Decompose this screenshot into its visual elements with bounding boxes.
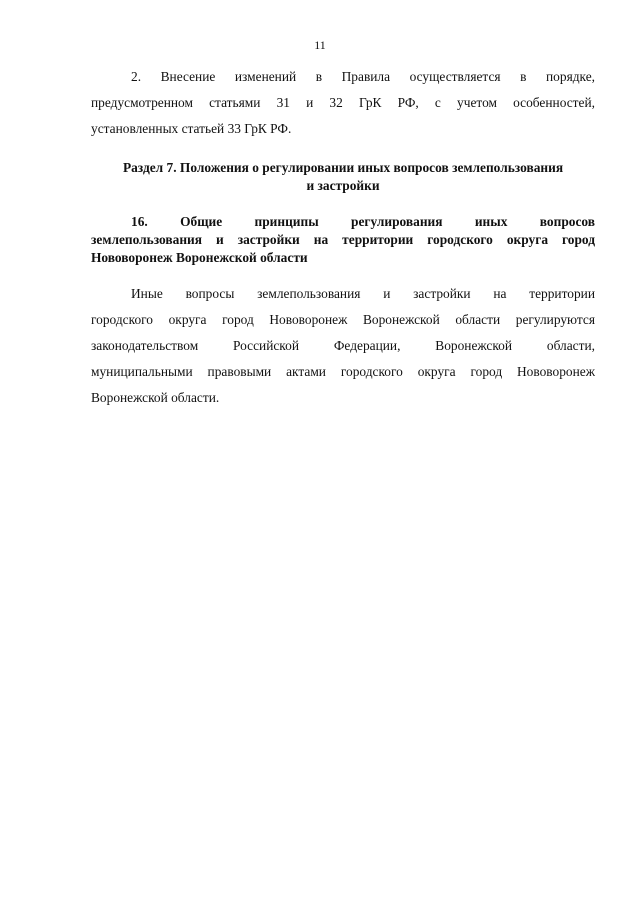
paragraph-line: установленных статьей 33 ГрК РФ. — [91, 121, 292, 136]
paragraph-line: Иные вопросы землепользования и застройки на территории — [131, 286, 595, 301]
paragraph-line: городского округа город Нововоронеж Воронежской области регулируются — [91, 312, 595, 327]
page-number: 11 — [314, 38, 326, 52]
article-heading-line: Нововоронеж Воронежской области — [91, 250, 308, 265]
article-heading — [91, 213, 595, 267]
section-title-line: Раздел 7. Положения о регулировании иных вопросов землепользования — [122, 160, 564, 175]
paragraph-line: Воронежской области. — [91, 390, 220, 405]
article-heading-line: землепользования и застройки на территории городского округа город — [91, 232, 595, 247]
paragraph-line: законодательством Российской Федерации, Воронежской области, — [91, 338, 595, 353]
paragraph-line: предусмотренном статьями 31 и 32 ГрК РФ, с учетом особенностей, — [91, 95, 595, 110]
paragraph-other-issues — [91, 281, 595, 411]
paragraph-amendments — [91, 64, 595, 142]
paragraph-line: муниципальными правовыми актами городского округа город Нововоронеж — [91, 364, 595, 379]
section-title-line: и застройки — [306, 178, 380, 193]
article-heading-line: 16. Общие принципы регулирования иных вопросов — [131, 214, 595, 229]
section-title — [91, 159, 595, 195]
paragraph-line: 2. Внесение изменений в Правила осуществляется в порядке, — [131, 69, 595, 84]
